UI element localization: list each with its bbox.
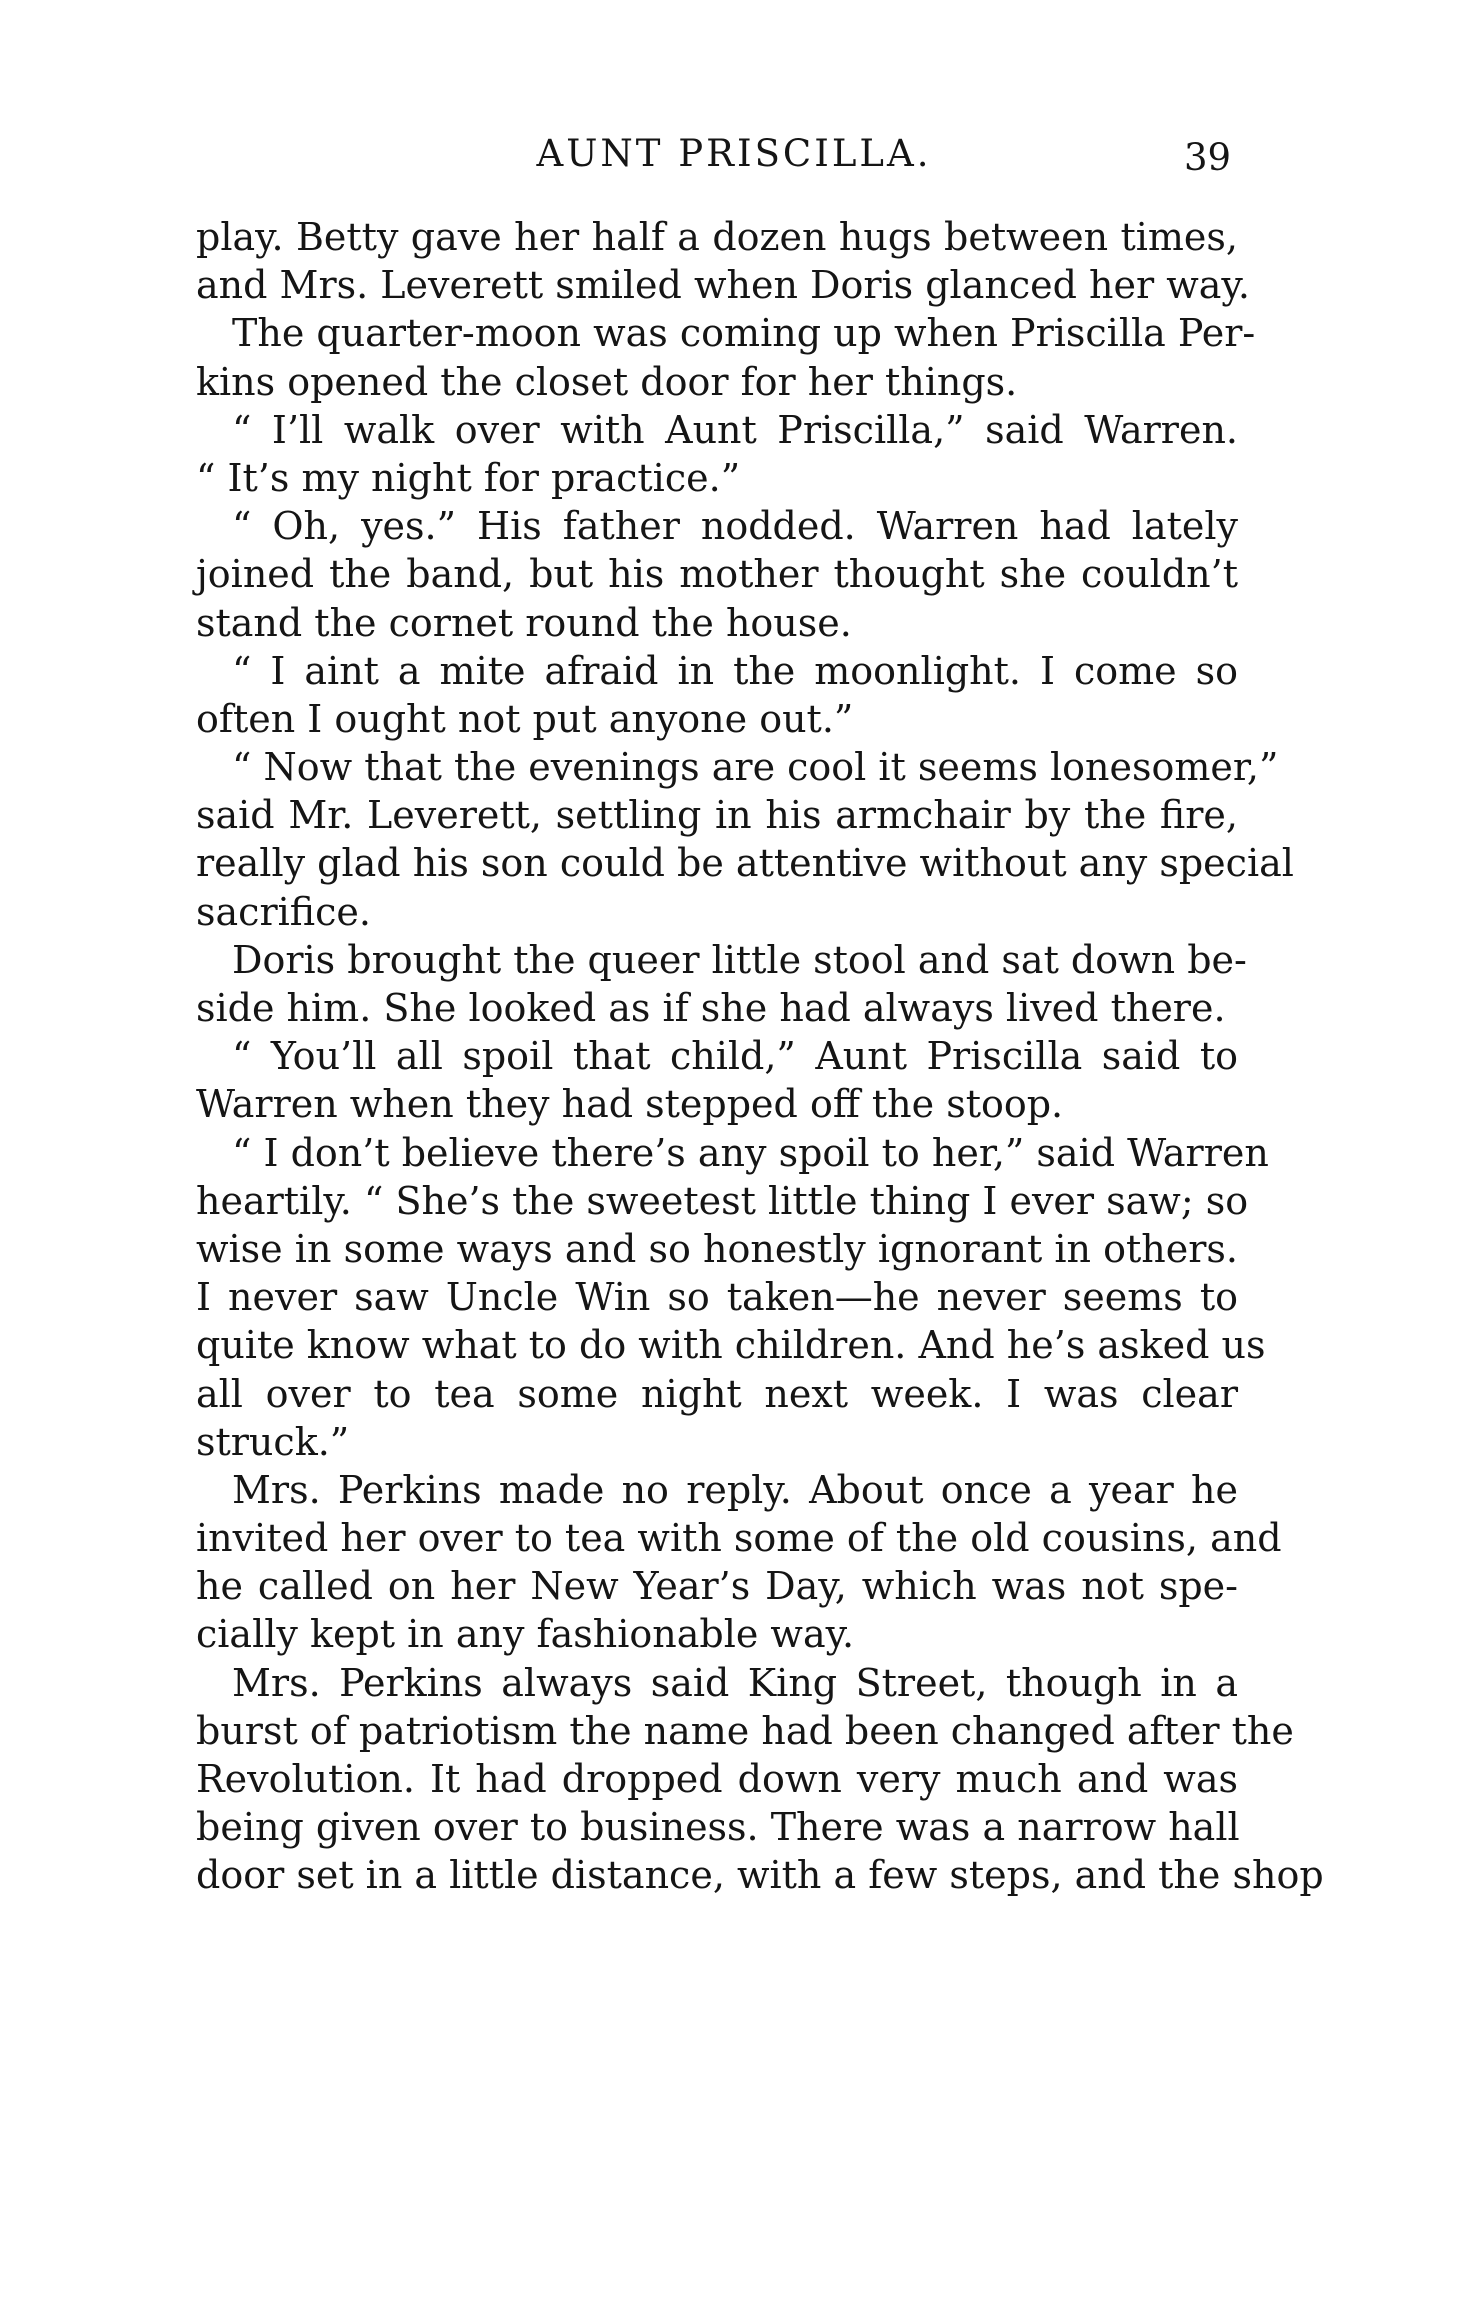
text-line: sacrifice. — [196, 889, 371, 934]
text-line: wise in some ways and so honestly ignorant in others. — [196, 1226, 1238, 1271]
text-line: often I ought not put anyone out.” — [196, 696, 854, 741]
text-line: stand the cornet round the house. — [196, 600, 852, 645]
text-line: side him. She looked as if she had always lived there. — [196, 986, 1226, 1030]
text-line: burst of patriotism the name had been changed after the — [196, 1708, 1294, 1753]
text-line: “ I don’t believe there’s any spoil to her,” said Warren — [232, 1130, 1269, 1175]
text-line: he called on her New Year’s Day, which was not spe- — [196, 1564, 1238, 1609]
text-line: “ It’s my night for practice.” — [196, 455, 741, 500]
text-line: invited her over to tea with some of the old cousins, and — [196, 1516, 1282, 1561]
text-line: Doris brought the queer little stool and sat down be- — [232, 937, 1247, 982]
text-line: and Mrs. Leverett smiled when Doris glanced her way. — [196, 263, 1250, 308]
text-line: Mrs. Perkins always said King Street, though in a — [232, 1660, 1238, 1705]
text-line: struck.” — [196, 1419, 350, 1464]
text-line: “ You’ll all spoil that child,” Aunt Priscilla said to — [232, 1034, 1238, 1079]
text-line: being given over to business. There was a narrow hall — [196, 1805, 1240, 1850]
text-line: quite know what to do with children. And he’s asked us — [196, 1323, 1266, 1368]
text-line: all over to tea some night next week. I was clear — [196, 1371, 1238, 1416]
text-line: Mrs. Perkins made no reply. About once a year he — [232, 1467, 1238, 1512]
text-line: kins opened the closet door for her things. — [196, 359, 1018, 404]
text-line: “ I’ll walk over with Aunt Priscilla,” said Warren. — [232, 407, 1238, 452]
text-line: said Mr. Leverett, settling in his armchair by the fire, — [196, 793, 1238, 838]
text-line: “ Oh, yes.” His father nodded. Warren had lately — [232, 504, 1238, 549]
text-line: cially kept in any fashionable way. — [196, 1612, 855, 1657]
text-line: “ Now that the evenings are cool it seems lonesomer,” — [232, 745, 1279, 790]
text-line: “ I aint a mite afraid in the moonlight. I come so — [232, 648, 1238, 693]
running-title: AUNT PRISCILLA. — [536, 132, 932, 175]
page-header — [0, 128, 1468, 188]
text-line: Revolution. It had dropped down very much and was — [196, 1757, 1238, 1801]
text-line: really glad his son could be attentive without any special — [196, 841, 1294, 886]
text-line: I never saw Uncle Win so taken—he never seems to — [196, 1275, 1238, 1320]
text-line: play. Betty gave her half a dozen hugs between times, — [196, 215, 1238, 259]
text-line: joined the band, but his mother thought she couldn’t — [196, 552, 1238, 597]
text-line: door set in a little distance, with a few steps, and the shop — [196, 1853, 1324, 1898]
text-line: Warren when they had stepped off the stoop. — [196, 1082, 1064, 1127]
text-line: heartily. “ She’s the sweetest little thing I ever saw; so — [196, 1178, 1249, 1223]
page-number: 39 — [1184, 136, 1232, 179]
body-text — [196, 213, 1324, 1900]
text-line: The quarter-moon was coming up when Priscilla Per- — [232, 311, 1256, 356]
